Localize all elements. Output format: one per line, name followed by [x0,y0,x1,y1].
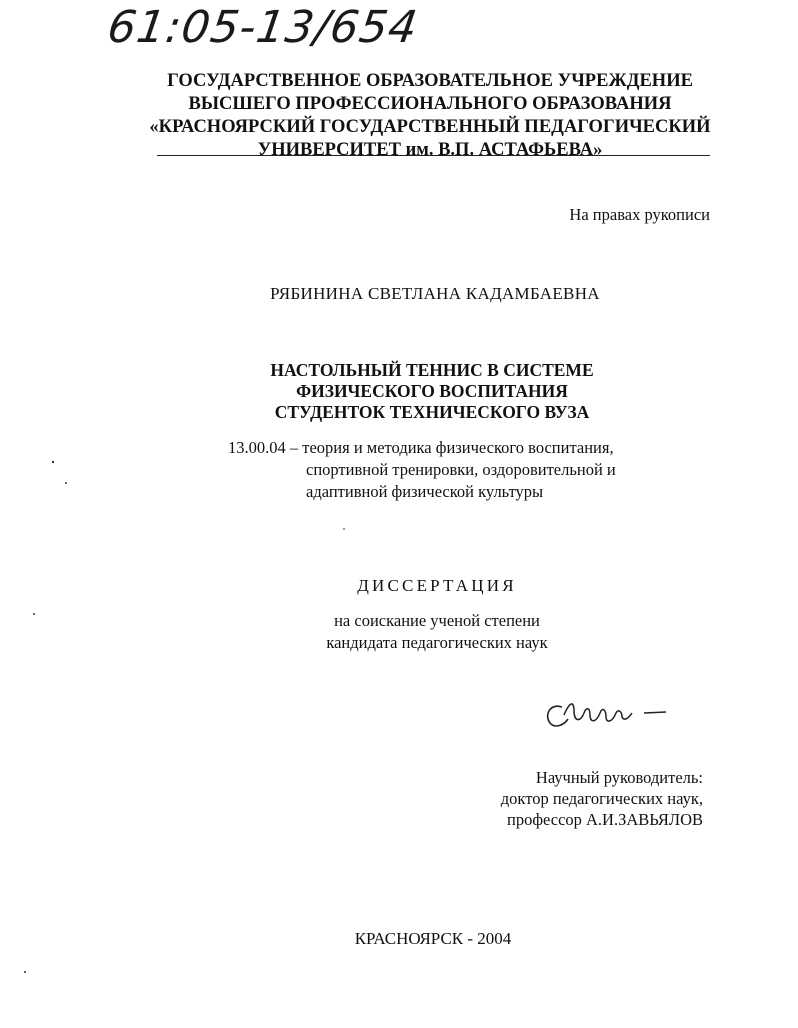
institution-line: ГОСУДАРСТВЕННОЕ ОБРАЗОВАТЕЛЬНОЕ УЧРЕЖДЕНИЕ [167,71,693,91]
rights-note: На правах рукописи [569,205,710,224]
specialty-line: спортивной тренировки, оздоровительной и [306,460,616,479]
degree-line: кандидата педагогических наук [326,633,548,652]
author-name: РЯБИНИНА СВЕТЛАНА КАДАМБАЕВНА [270,284,600,303]
title-line: СТУДЕНТОК ТЕХНИЧЕСКОГО ВУЗА [274,402,590,422]
specialty-line: 13.00.04 – теория и методика физического воспитания, [228,438,614,457]
title-line: ФИЗИЧЕСКОГО ВОСПИТАНИЯ [296,381,568,401]
degree-line: на соискание ученой степени [334,611,540,630]
supervisor-line: Научный руководитель: [535,768,703,787]
institution-line: «КРАСНОЯРСКИЙ ГОСУДАРСТВЕННЫЙ ПЕДАГОГИЧЕСКИЙ [149,117,711,137]
document-type: ДИССЕРТАЦИЯ [357,576,517,595]
city-year: КРАСНОЯРСК - 2004 [354,929,512,948]
handwritten-catalog-number: 61:05-13/654 [104,2,422,53]
institution-line: ВЫСШЕГО ПРОФЕССИОНАЛЬНОГО ОБРАЗОВАНИЯ [188,94,672,114]
institution-line: УНИВЕРСИТЕТ им. В.П. АСТАФЬЕВА» [257,140,603,160]
title-line: НАСТОЛЬНЫЙ ТЕННИС В СИСТЕМЕ [270,360,594,380]
supervisor-line: доктор педагогических наук, [500,789,703,808]
specialty-line: адаптивной физической культуры [306,482,544,501]
supervisor-line: профессор А.И.ЗАВЬЯЛОВ [506,810,703,829]
